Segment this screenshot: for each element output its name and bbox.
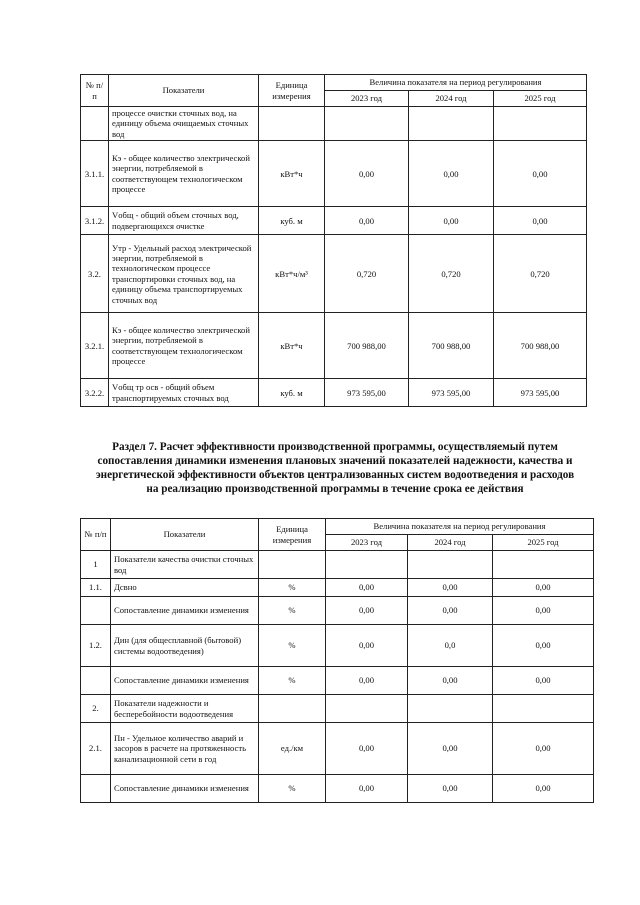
row-value-2024: 0,00 [409, 141, 494, 207]
row-value-2024: 0,00 [408, 597, 493, 625]
row-num: 3.2.2. [81, 379, 109, 407]
row-value-2025 [494, 107, 587, 141]
row-value-2024: 0,00 [409, 207, 494, 235]
row-value-2023: 0,00 [326, 597, 408, 625]
header-year-2025: 2025 год [494, 91, 587, 107]
table-row [81, 597, 594, 625]
row-indicator: Vобщ - общий объем сточных вод, подвергающихся очистке [109, 207, 259, 235]
row-value-2025: 0,720 [494, 235, 587, 313]
header-year-2025: 2025 год [493, 535, 594, 551]
section-7-title [70, 440, 600, 496]
row-value-2023: 0,00 [325, 141, 409, 207]
row-num: 1 [81, 551, 111, 579]
row-num: 2.1. [81, 723, 111, 775]
row-indicator: Сопоставление динамики изменения [111, 597, 259, 625]
row-indicator: Дсвно [111, 579, 259, 597]
row-num: 3.1.2. [81, 207, 109, 235]
table-row [81, 235, 587, 313]
row-value-2023: 0,720 [325, 235, 409, 313]
row-value-2024: 700 988,00 [409, 313, 494, 379]
table-row [81, 551, 594, 579]
header-unit: Единица измерения [259, 519, 326, 551]
row-value-2023: 0,00 [326, 625, 408, 667]
row-unit: % [259, 775, 326, 803]
row-value-2025: 0,00 [494, 207, 587, 235]
row-value-2023: 0,00 [326, 667, 408, 695]
table-row [81, 723, 594, 775]
row-unit: ед./км [259, 723, 326, 775]
row-num: 3.2. [81, 235, 109, 313]
row-unit: кВт*ч/м³ [259, 235, 325, 313]
row-indicator: Vобщ тр осв - общий объем транспортируемых сточных вод [109, 379, 259, 407]
header-indicator: Показатели [111, 519, 259, 551]
row-value-2023: 0,00 [325, 207, 409, 235]
row-value-2025: 0,00 [493, 625, 594, 667]
header-year-2024: 2024 год [408, 535, 493, 551]
table-row [81, 667, 594, 695]
row-value-2024: 0,00 [408, 775, 493, 803]
row-unit: куб. м [259, 379, 325, 407]
row-value-2023: 0,00 [326, 775, 408, 803]
header-year-2024: 2024 год [409, 91, 494, 107]
row-num [81, 597, 111, 625]
row-unit [259, 107, 325, 141]
row-value-2024: 0,0 [408, 625, 493, 667]
section-title-line: энергетической эффективности объектов централизованных систем водоотведения и расходов [95, 469, 575, 481]
table-row [81, 775, 594, 803]
row-indicator: Сопоставление динамики изменения [111, 667, 259, 695]
row-value-2025: 700 988,00 [494, 313, 587, 379]
row-value-2024: 0,00 [408, 667, 493, 695]
row-unit: % [259, 597, 326, 625]
row-value-2023 [326, 551, 408, 579]
row-value-2025: 0,00 [494, 141, 587, 207]
row-value-2025: 0,00 [493, 723, 594, 775]
row-unit: куб. м [259, 207, 325, 235]
row-num [81, 107, 109, 141]
row-value-2023: 973 595,00 [325, 379, 409, 407]
row-value-2025: 0,00 [493, 667, 594, 695]
row-num: 3.1.1. [81, 141, 109, 207]
row-unit [259, 695, 326, 723]
row-indicator: Кэ - общее количество электрической энергии, потребляемой в соответствующем технологическом процессе [109, 313, 259, 379]
row-value-2024: 0,720 [409, 235, 494, 313]
row-value-2024 [408, 551, 493, 579]
table-row [81, 379, 587, 407]
row-unit: % [259, 625, 326, 667]
row-value-2025: 0,00 [493, 775, 594, 803]
header-value-group: Величина показателя на период регулирования [325, 75, 587, 91]
row-unit: кВт*ч [259, 141, 325, 207]
row-value-2023: 0,00 [326, 723, 408, 775]
header-num: № п/п [81, 75, 109, 107]
row-indicator: Дин (для общесплавной (бытовой) системы водоотведения) [111, 625, 259, 667]
row-indicator: Сопоставление динамики изменения [111, 775, 259, 803]
header-year-2023: 2023 год [326, 535, 408, 551]
section-title-line: на реализацию производственной программы в течение срока ее действия [146, 483, 524, 495]
table-row [81, 579, 594, 597]
section-title-line: сопоставления динамики изменения плановых значений показателей надежности, качества и [97, 455, 573, 467]
header-num: № п/п [81, 519, 111, 551]
row-value-2025: 0,00 [493, 579, 594, 597]
row-num: 3.2.1. [81, 313, 109, 379]
table-row [81, 625, 594, 667]
efficiency-table [80, 518, 594, 803]
row-value-2024: 0,00 [408, 723, 493, 775]
row-num: 1.1. [81, 579, 111, 597]
header-unit: Единица измерения [259, 75, 325, 107]
row-value-2023: 0,00 [326, 579, 408, 597]
row-unit: % [259, 667, 326, 695]
row-num: 2. [81, 695, 111, 723]
header-year-2023: 2023 год [325, 91, 409, 107]
row-indicator: Кэ - общее количество электрической энергии, потребляемой в соответствующем технологическом процессе [109, 141, 259, 207]
row-num [81, 775, 111, 803]
row-indicator: Утр - Удельный расход электрической энергии, потребляемой в технологическом процессе транспортировки сточных вод, на единицу объема транспортируемых сточных вод [109, 235, 259, 313]
row-num [81, 667, 111, 695]
row-indicator: Показатели надежности и бесперебойности водоотведения [111, 695, 259, 723]
header-value-group: Величина показателя на период регулирования [326, 519, 594, 535]
row-indicator: Пн - Удельное количество аварий и засоров в расчете на протяженность канализационной сети в год [111, 723, 259, 775]
row-value-2025: 973 595,00 [494, 379, 587, 407]
row-unit [259, 551, 326, 579]
row-unit: % [259, 579, 326, 597]
row-value-2025 [493, 695, 594, 723]
row-value-2023 [326, 695, 408, 723]
table-row [81, 207, 587, 235]
table-row [81, 313, 587, 379]
row-value-2023 [325, 107, 409, 141]
row-value-2024: 0,00 [408, 579, 493, 597]
row-value-2024: 973 595,00 [409, 379, 494, 407]
row-value-2023: 700 988,00 [325, 313, 409, 379]
row-indicator: процессе очистки сточных вод, на единицу объема очищаемых сточных вод [109, 107, 259, 141]
table-row [81, 695, 594, 723]
row-value-2024 [408, 695, 493, 723]
row-indicator: Показатели качества очистки сточных вод [111, 551, 259, 579]
row-value-2025: 0,00 [493, 597, 594, 625]
header-indicator: Показатели [109, 75, 259, 107]
table-row [81, 141, 587, 207]
indicators-table-continued [80, 74, 587, 407]
table-row [81, 107, 587, 141]
section-title-line: Раздел 7. Расчет эффективности производственной программы, осуществляемый путем [112, 441, 558, 453]
row-num: 1.2. [81, 625, 111, 667]
row-value-2024 [409, 107, 494, 141]
row-unit: кВт*ч [259, 313, 325, 379]
row-value-2025 [493, 551, 594, 579]
